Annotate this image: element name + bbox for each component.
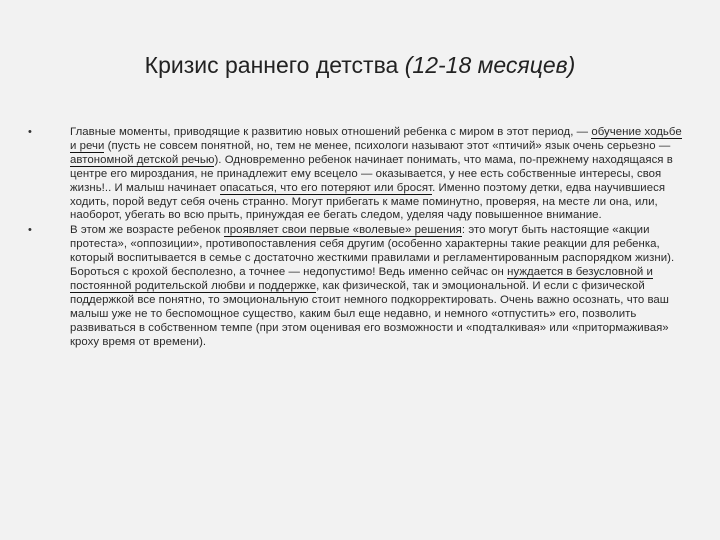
list-item (28, 224, 688, 349)
slide-title (0, 52, 720, 79)
title-main: Кризис раннего детства (144, 52, 399, 78)
list-item (28, 126, 688, 223)
text-segment: Главные моменты, приводящие к развитию новых отношений ребенка с миром в этот период, — (70, 126, 592, 138)
underlined-phrase: проявляет свои первые «волевые» решения (223, 224, 462, 237)
text-segment: В этом же возрасте ребенок (70, 224, 224, 237)
underlined-phrase: автономной детской речью (70, 153, 215, 166)
title-subtitle: (12-18 месяцев) (404, 52, 576, 78)
bullet-list (28, 126, 688, 350)
underlined-phrase: нуждается в безусловной и постоянной родительской любви и поддержке (70, 266, 653, 292)
text-segment: . Именно поэтому детки, едва научившиеся ходить, порой ведут себя очень странно. Могут прибегать к маме поминутно, проверяя, на месте ли она, или, наоборот, убегать во всю прыть, принуждая ее бегать следом, уделяя чаду повышенное внимание. (70, 181, 666, 222)
underlined-phrase: обучение ходьбе и речи (70, 126, 682, 152)
text-segment: ). Одновременно ребенок начинает понимать, что мама, по-прежнему находящаяся в центре его мироздания, не принадлежит ему всецело — оказывается, у нее есть собственные интересы, своя жизнь!.. И малыш начинает (70, 153, 673, 194)
text-segment: (пусть не совсем понятной, но, тем не менее, психологи называют этот «птичий» язык очень серьезно — (104, 139, 671, 152)
paragraph-text (70, 224, 674, 347)
paragraph-text (70, 126, 682, 221)
bullet-marker: • (28, 126, 32, 138)
bullet-marker: • (28, 224, 32, 237)
underlined-phrase: опасаться, что его потеряют или бросят (219, 181, 433, 194)
text-segment: : это могут быть настоящие «акции протеста», «оппозиции», противопоставления себя другим (особенно характерны такие реакции для ребенка, который воспитывается в семье с достаточно жесткими правилами и регламентированным распорядком жизни). Бороться с крохой бесполезно, а точнее — недопустимо! Ведь именно сейчас он (70, 224, 675, 279)
text-segment: , как физической, так и эмоциональной. И если с физической поддержкой все понятно, то эмоциональную стоит немного подкорректировать. Очень важно осознать, что ваш малыш уже не то беспомощное существо, каким был еще недавно, и немного «отпустить» его, позволить развиваться в собственном темпе (при этом оценивая его возможности и «подталкивая» или «притормаживая» кроху время от времени). (70, 279, 669, 348)
